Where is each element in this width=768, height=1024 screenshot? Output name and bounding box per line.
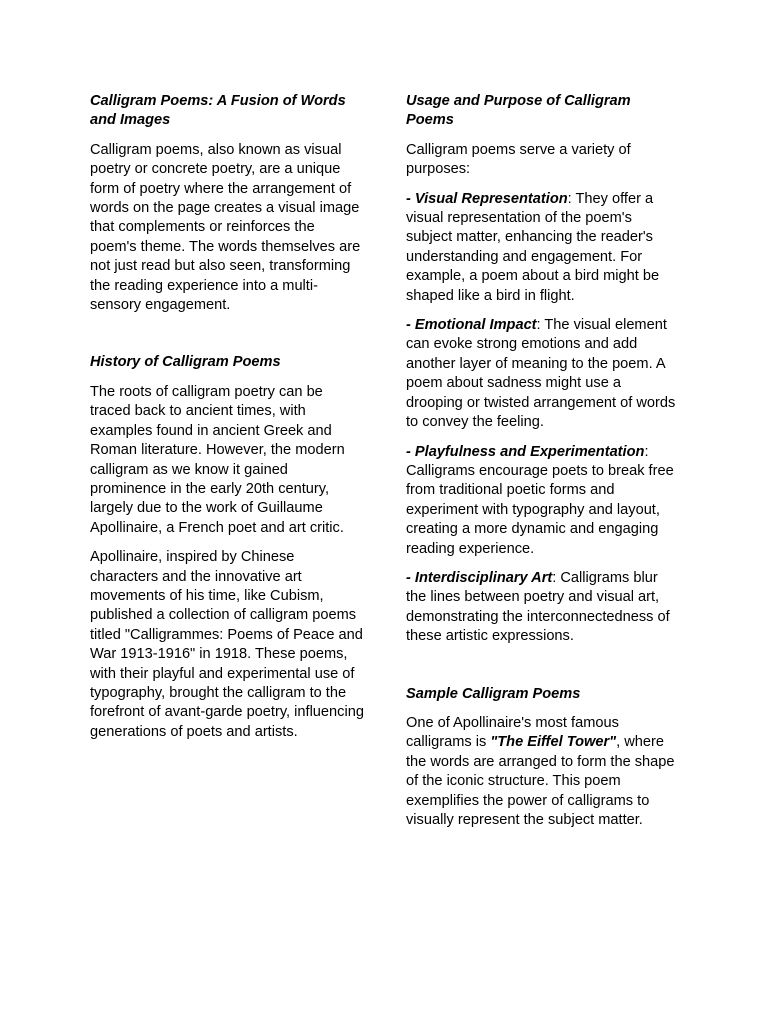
usage-item-text: : The visual element can evoke strong emotions and add another layer of meaning to the poem. A poem about sadness might use a drooping or twisted arrangement of words to convey the feeling.: [406, 317, 676, 431]
section-heading-usage: Usage and Purpose of Calligram Poems: [406, 93, 631, 129]
usage-item-playfulness: [406, 443, 680, 559]
right-column: [406, 92, 680, 840]
usage-item-interdisciplinary-art: [406, 569, 680, 647]
usage-item-text: : Calligrams encourage poets to break free from traditional poetic forms and experiment with typography and layout, creating a more dynamic and engaging reading experience.: [406, 443, 674, 557]
sample-text-before: One of Apollinaire's most famous calligrams is: [406, 714, 619, 751]
usage-item-emotional-impact: [406, 316, 680, 432]
intro-paragraph: Calligram poems, also known as visual poetry or concrete poetry, are a unique form of poetry where the arrangement of words on the page creates a visual image that complements or reinforces the poem's theme. The words themselves are not just read but also seen, transforming the reading experience into a multi-sensory engagement.: [90, 141, 361, 314]
history-paragraph-1: The roots of calligram poetry can be traced back to ancient times, with examples found in ancient Greek and Roman literature. However, the modern calligram as we know it gained prominence in the early 20th century, largely due to the work of Guillaume Apollinaire, a French poet and art critic.: [90, 383, 345, 536]
usage-item-term: - Interdisciplinary Art: [406, 569, 553, 586]
usage-item-term: - Visual Representation: [406, 190, 568, 207]
usage-intro: Calligram poems serve a variety of purposes:: [406, 141, 631, 178]
section-heading-sample: Sample Calligram Poems: [406, 685, 581, 702]
usage-item-text: : Calligrams blur the lines between poetry and visual art, demonstrating the interconnectedness of these artistic expressions.: [406, 569, 670, 645]
section-heading-history: History of Calligram Poems: [90, 354, 281, 371]
sample-paragraph: [406, 714, 680, 830]
sample-text-after: , where the words are arranged to form the shape of the iconic structure. This poem exemplifies the power of calligrams to visually represent the subject matter.: [406, 734, 675, 828]
history-paragraph-2: Apollinaire, inspired by Chinese characters and the innovative art movements of his time, like Cubism, published a collection of calligram poems titled "Calligrammes: Poems of Peace and War 1913-1916" in 1918. These poems, with their playful and experimental use of typography, brought the calligram to the forefront of avant-garde poetry, influencing generations of poets and artists.: [90, 549, 364, 740]
sample-poem-title: "The Eiffel Tower": [490, 734, 617, 751]
usage-item-term: - Playfulness and Experimentation: [406, 443, 645, 460]
left-column: [90, 92, 364, 752]
usage-item-visual-representation: [406, 190, 680, 306]
usage-item-text: : They offer a visual representation of the poem's subject matter, enhancing the reader's understanding and engagement. For example, a poem about a bird might be shaped like a bird in flight.: [406, 190, 660, 304]
section-heading-intro: Calligram Poems: A Fusion of Words and Images: [90, 93, 346, 129]
usage-item-term: - Emotional Impact: [406, 317, 537, 334]
